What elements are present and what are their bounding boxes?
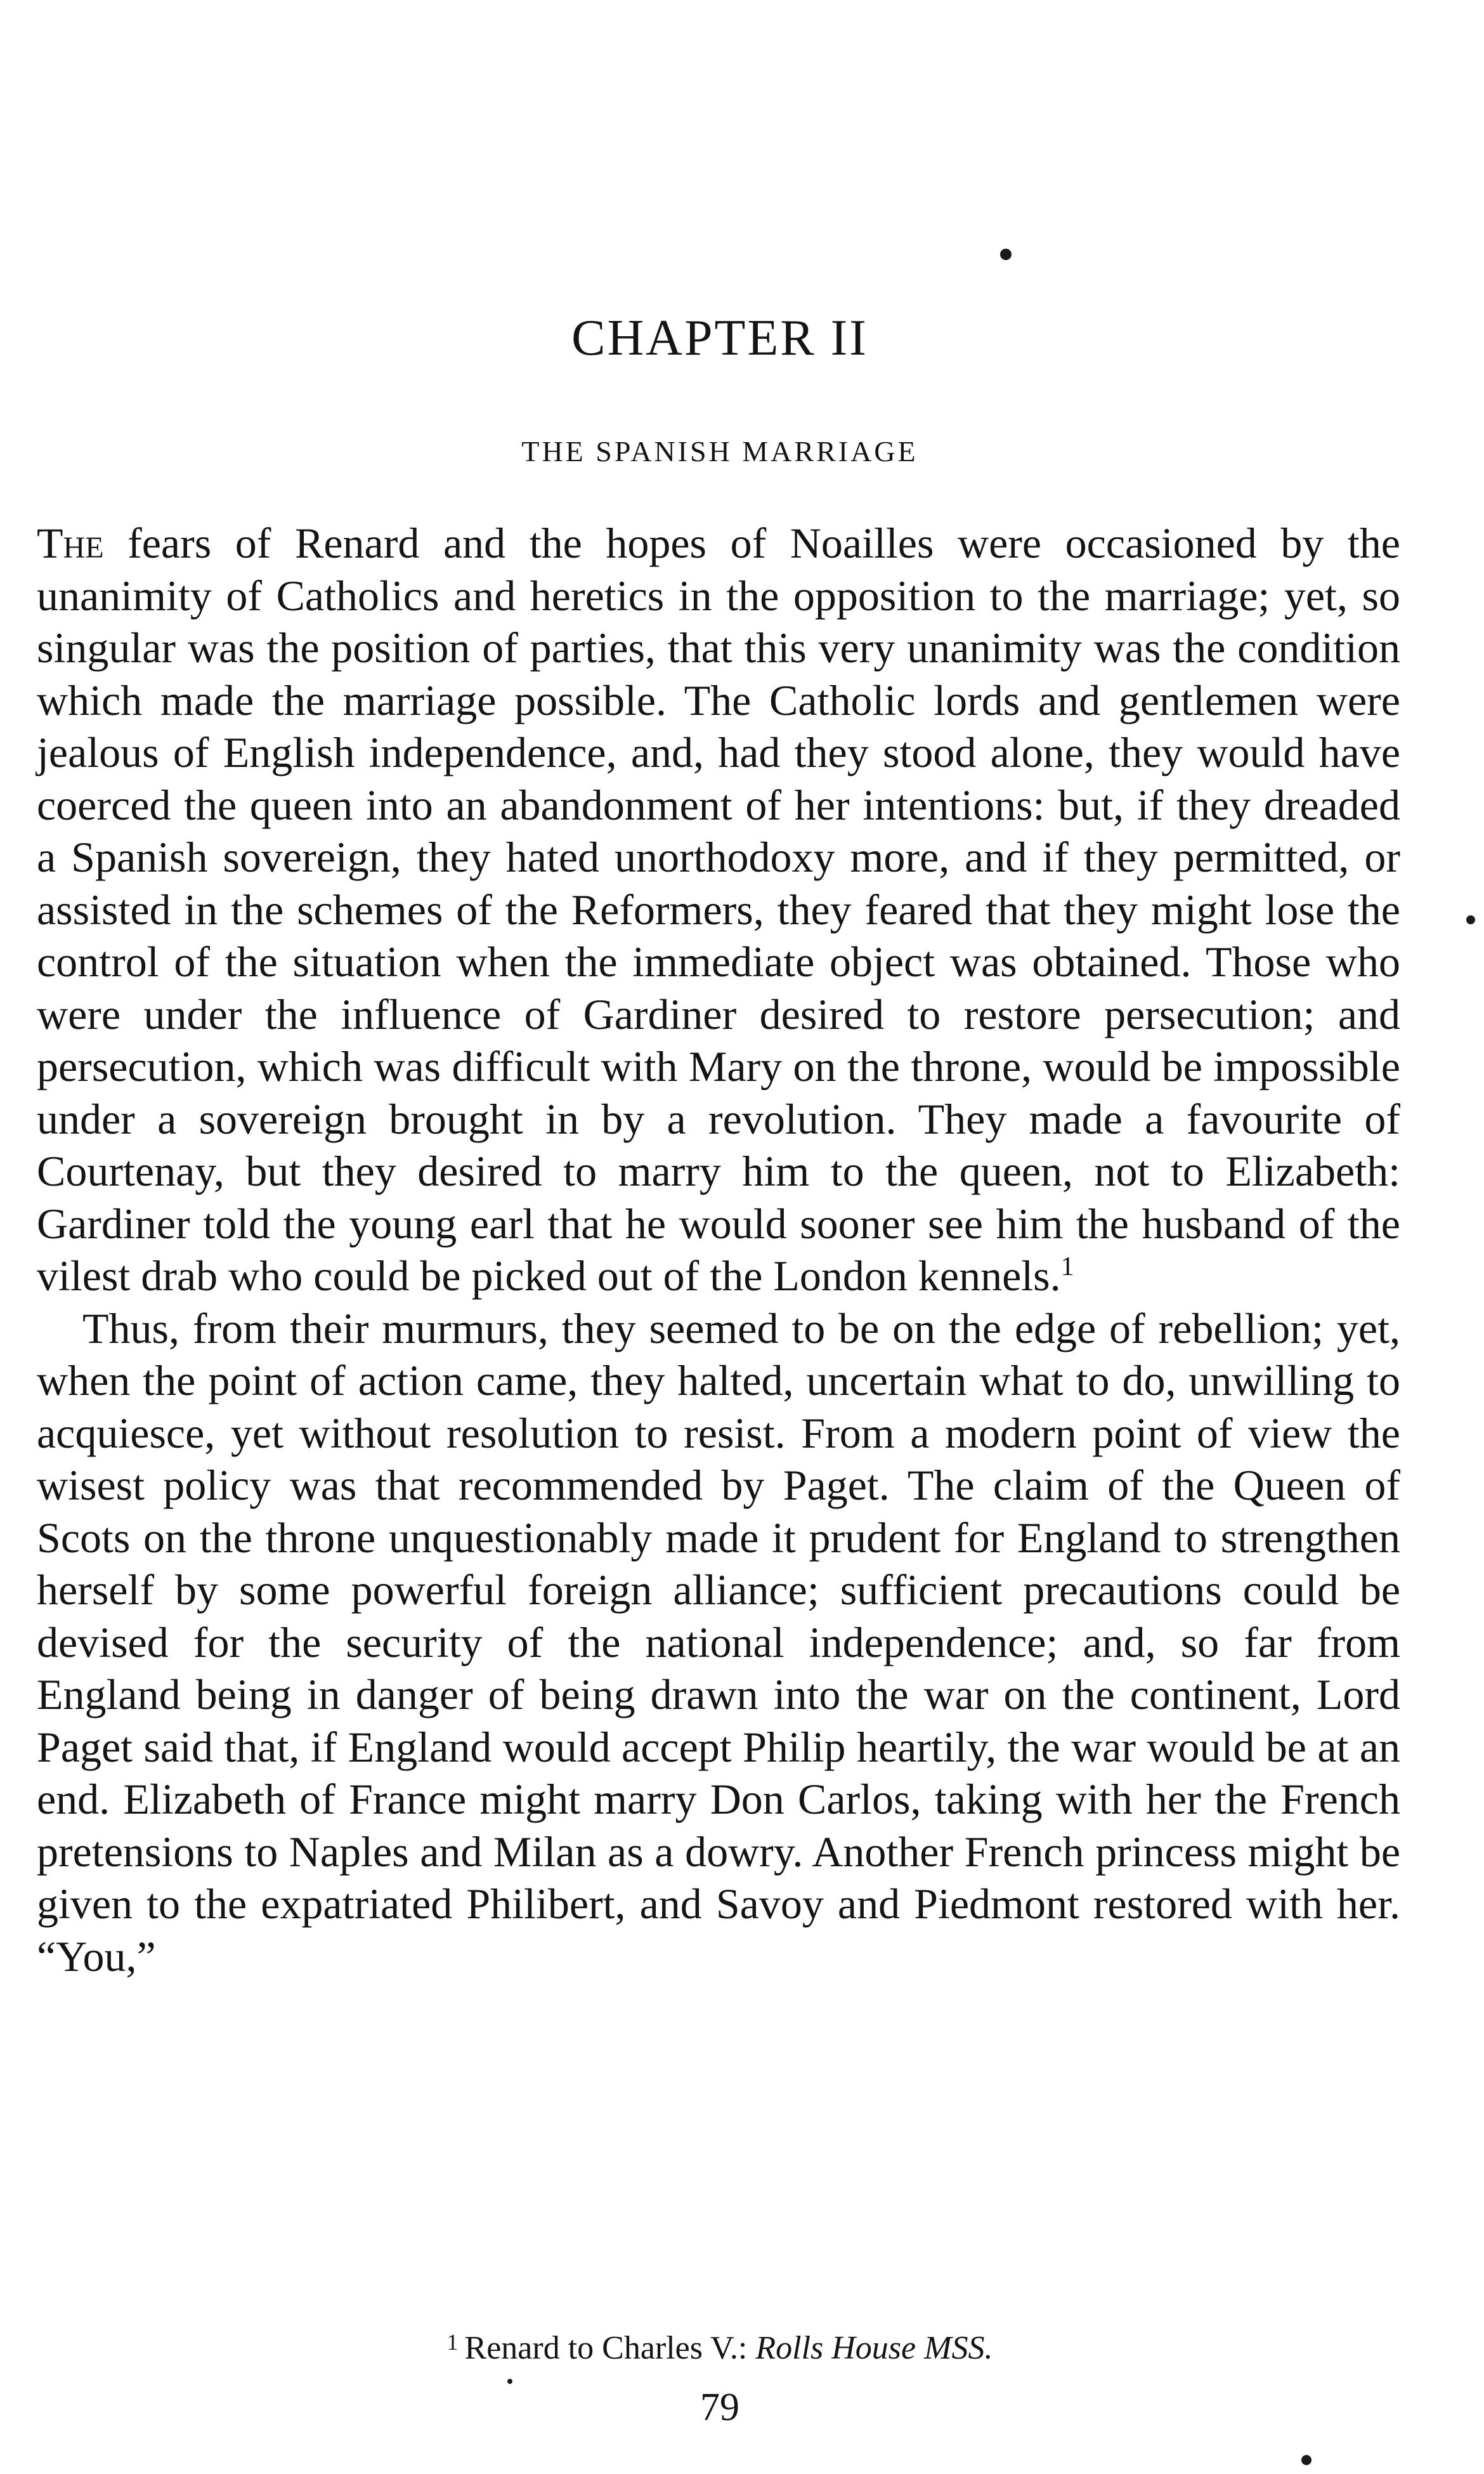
paragraph-text: fears of Renard and the hopes of Noailles were occasioned by the unanimity of Catholics and heretics in the opposition to the marriage; yet, so singular was the position of parties, that this very unanimity was the condition which made the marriage possible. The Catholic lords and gentlemen were jealous of English independence, and, had they stood alone, they would have coerced the queen into an abandonment of her intentions: but, if they dreaded a Spanish sovereign, they hated unorthodoxy more, and if they permitted, or assisted in the schemes of the Reformers, they feared that they might lose the control of the situation when the immediate object was obtained. Those who were under the influence of Gardiner desired to restore persecution; and persecution, which was difficult with Mary on the throne, would be impossible under a sovereign brought in by a revolution. They made a favourite of Courtenay, but they desired to marry him to the queen, not to Elizabeth: Gardiner told the young earl that he would sooner see him the husband of the vilest drab who could be picked out of the London kennels. [37,519,1400,1300]
scan-speck [1466,915,1475,924]
paragraph-text: Thus, from their murmurs, they seemed to be on the edge of rebellion; yet, when the point of action came, they halted, uncertain what to do, unwilling to acquiesce, yet without resolution to resist. From a modern point of view the wisest policy was that recommended by Paget. The claim of the Queen of Scots on the throne unquestionably made it prudent for England to strengthen herself by some powerful foreign alliance; sufficient precautions could be devised for the security of the national independence; and, so far from England being in danger of being drawn into the war on the continent, Lord Paget said that, if England would accept Philip heartily, the war would be at an end. Elizabeth of France might marry Don Carlos, taking with her the French pretensions to Naples and Milan as a dowry. Another French princess might be given to the expatriated Philibert, and Savoy and Piedmont restored with her. “You,” [37,1304,1400,1980]
scan-speck [1000,249,1012,260]
page-number: 79 [700,2386,739,2429]
footnote-source: Rolls House MSS. [755,2330,993,2366]
chapter-subtitle: THE SPANISH MARRIAGE [521,435,918,468]
scan-speck [1301,2455,1312,2465]
paragraph [37,1302,1400,1983]
footnote-number: 1 [446,2329,459,2355]
footnote-text: Renard to Charles V.: [464,2330,756,2366]
scan-speck [507,2379,512,2384]
paragraph [37,517,1400,1302]
paragraph-lead-word: The [37,519,104,567]
chapter-title: CHAPTER II [571,310,868,366]
body-text [37,517,1400,1982]
footnote-reference[interactable]: 1 [1060,1252,1074,1281]
footnote [0,2329,1440,2367]
